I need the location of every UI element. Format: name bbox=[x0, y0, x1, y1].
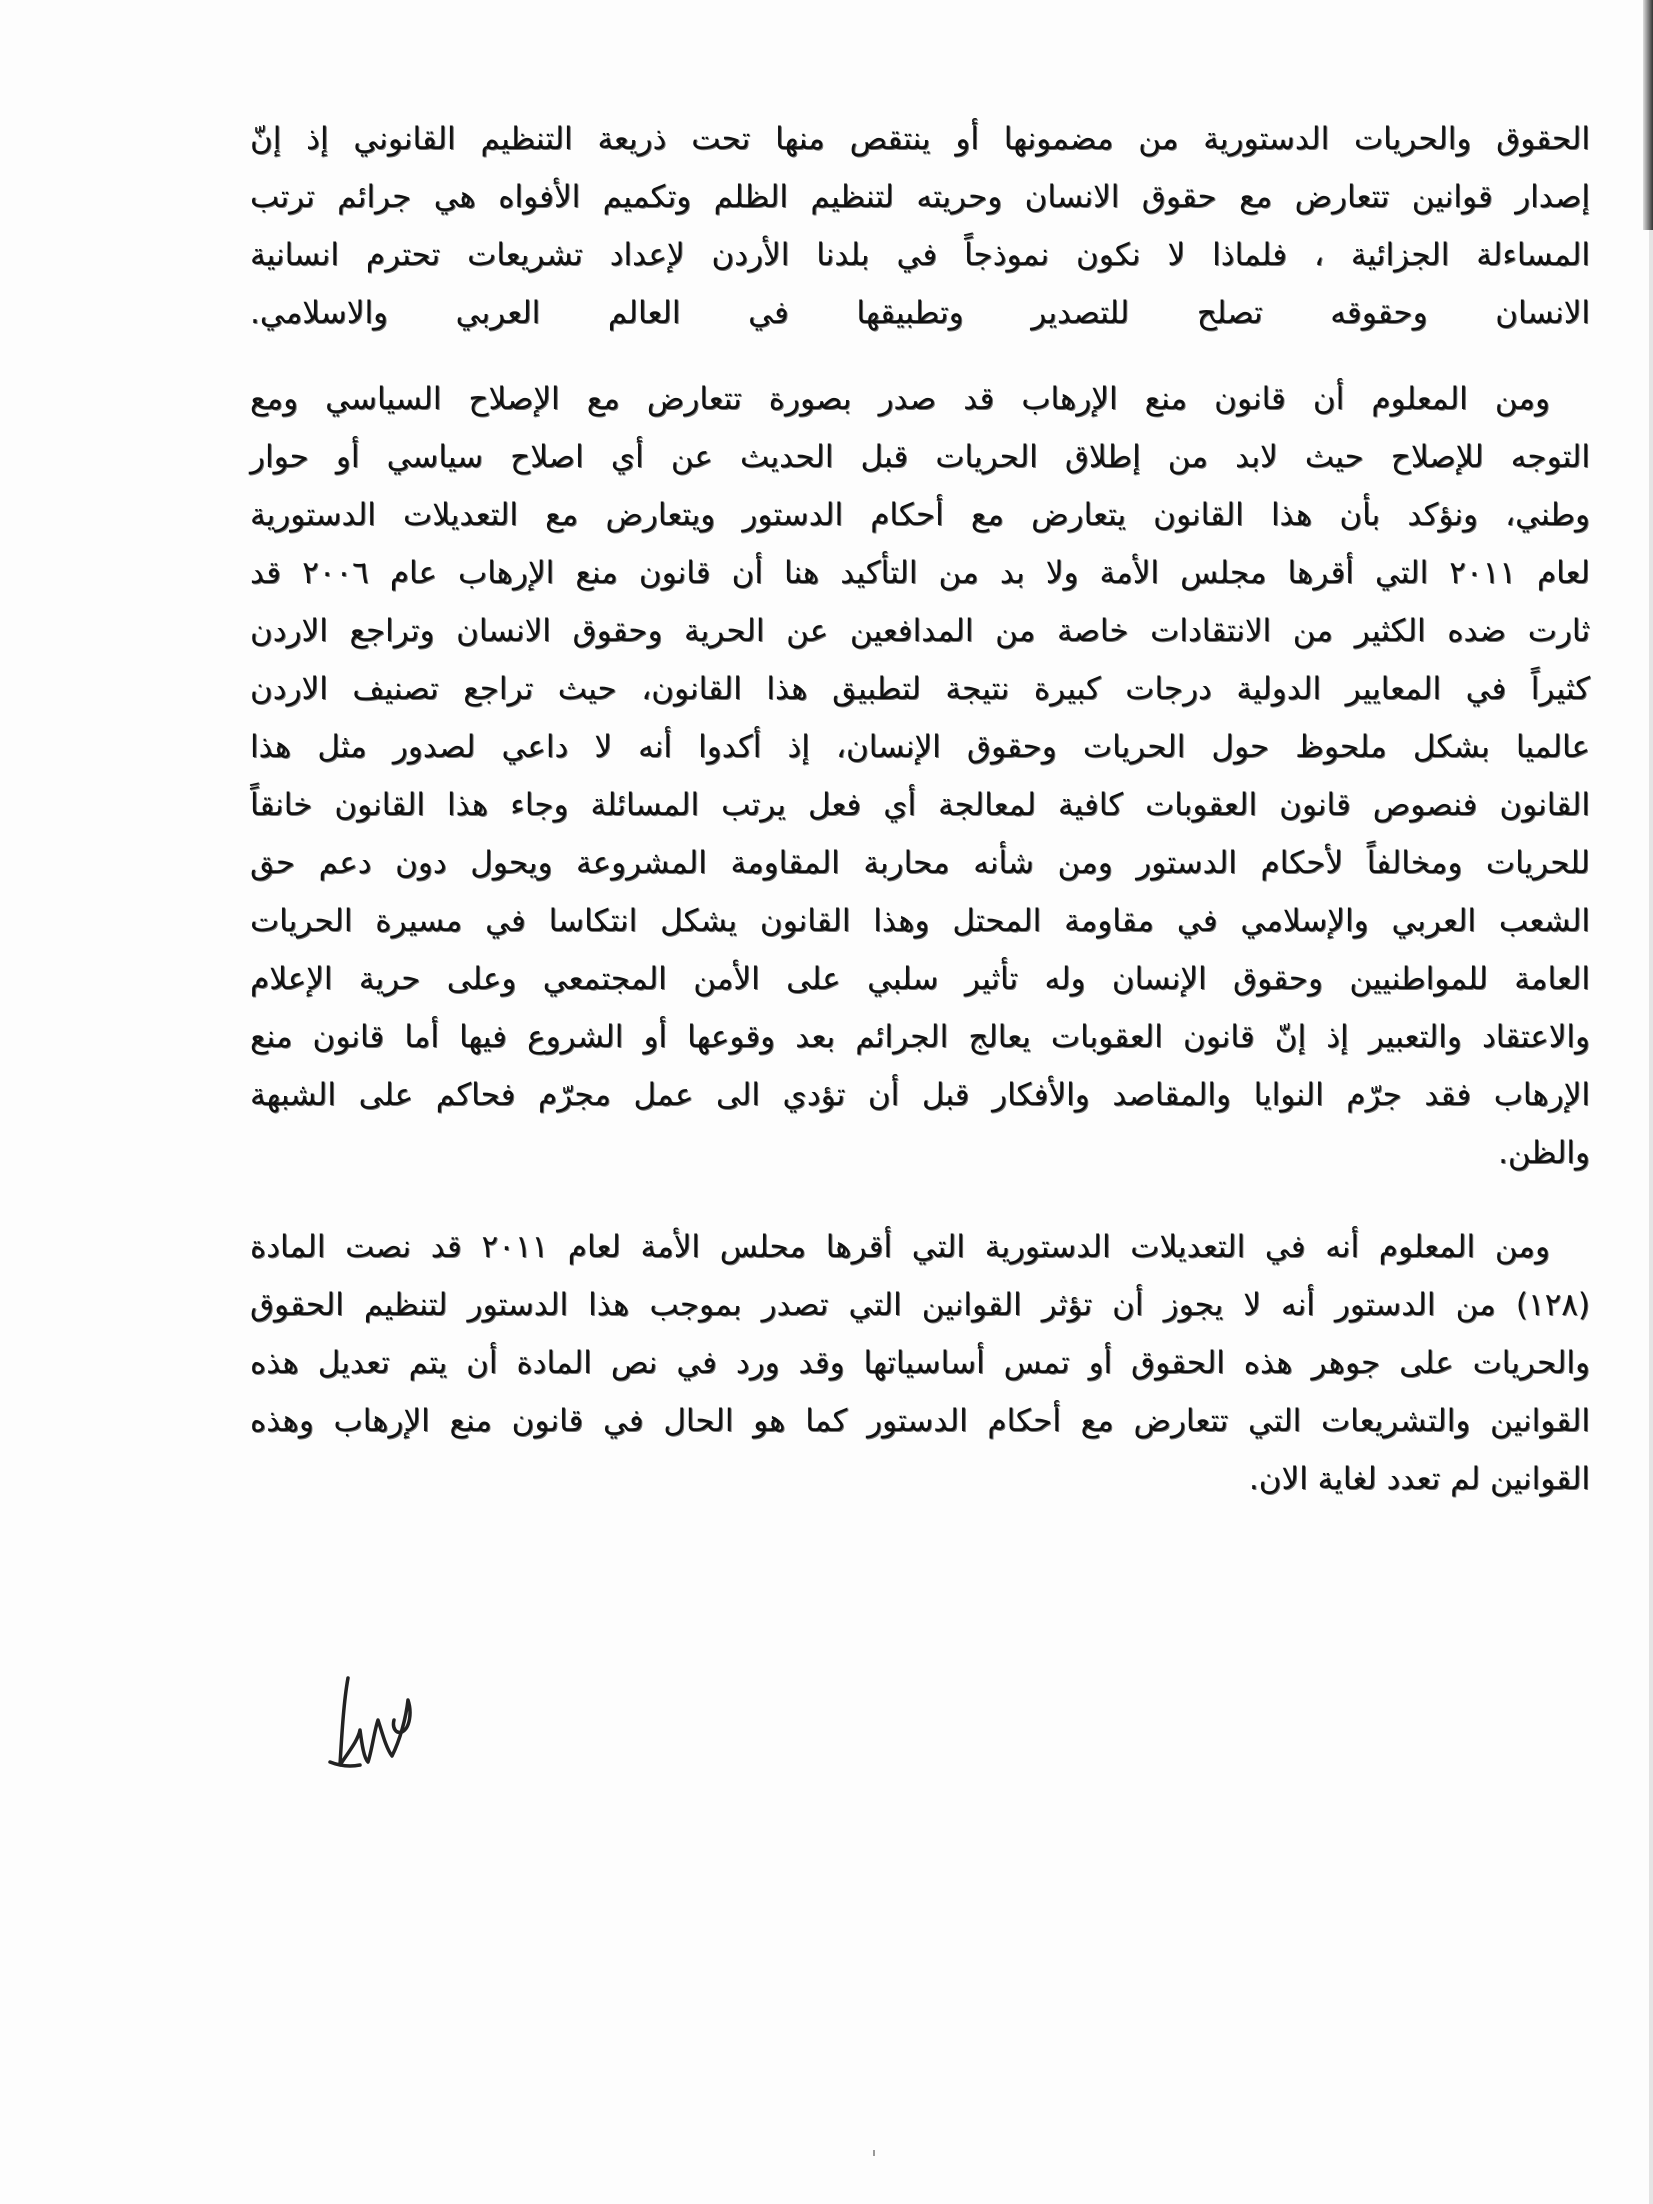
text-line: ثارت ضده الكثير من الانتقادات خاصة من المدافعين عن الحرية وحقوق الانسان وتراجع الاردن bbox=[250, 613, 1590, 649]
text-line: عالميا بشكل ملحوظ حول الحريات وحقوق الإنسان، إذ أكدوا أنه لا داعي لصدور مثل هذا bbox=[250, 729, 1590, 765]
text-line: الشعب العربي والإسلامي في مقاومة المحتل وهذا القانون يشكل انتكاسا في مسيرة الحريات bbox=[250, 903, 1590, 939]
scan-speck bbox=[873, 2150, 875, 2156]
text-line: الانسان وحقوقه تصلح للتصدير وتطبيقها في العالم العربي والاسلامي. bbox=[250, 295, 1590, 331]
paragraph-1 bbox=[250, 110, 1590, 342]
text-line: كثيراً في المعايير الدولية درجات كبيرة نتيجة لتطبيق هذا القانون، حيث تراجع تصنيف الاردن bbox=[250, 671, 1590, 707]
text-line: (١٢٨) من الدستور أنه لا يجوز أن تؤثر القوانين التي تصدر بموجب هذا الدستور لتنظيم الحقوق bbox=[250, 1287, 1590, 1323]
text-line: ومن المعلوم أن قانون منع الإرهاب قد صدر بصورة تتعارض مع الإصلاح السياسي ومع bbox=[250, 381, 1550, 417]
text-line: والظن. bbox=[1498, 1135, 1590, 1171]
text-line: العامة للمواطنيين وحقوق الإنسان وله تأثير سلبي على الأمن المجتمعي وعلى حرية الإعلام bbox=[250, 961, 1590, 997]
text-line: لعام ٢٠١١ التي أقرها مجلس الأمة ولا بد من التأكيد هنا أن قانون منع الإرهاب عام ٢٠٠٦ قد bbox=[250, 555, 1590, 591]
text-line: القوانين والتشريعات التي تتعارض مع أحكام الدستور كما هو الحال في قانون منع الإرهاب وهذه bbox=[250, 1403, 1590, 1439]
scan-edge-shadow bbox=[1643, 0, 1653, 230]
text-line: المساءلة الجزائية ، فلماذا لا نكون نموذجاً في بلدنا الأردن لإعداد تشريعات تحترم انسانية bbox=[250, 237, 1590, 273]
text-line: إصدار قوانين تتعارض مع حقوق الانسان وحريته لتنظيم الظلم وتكميم الأفواه هي جرائم ترتب bbox=[250, 179, 1590, 215]
scan-edge bbox=[1649, 230, 1653, 2204]
paragraph-3 bbox=[250, 1218, 1590, 1508]
text-line: وطني، ونؤكد بأن هذا القانون يتعارض مع أحكام الدستور ويتعارض مع التعديلات الدستورية bbox=[250, 497, 1590, 533]
text-line: القانون فنصوص قانون العقوبات كافية لمعالجة أي فعل يرتب المسائلة وجاء هذا القانون خانقاً bbox=[250, 787, 1590, 823]
text-line: القوانين لم تعدد لغاية الان. bbox=[1248, 1461, 1590, 1497]
signature bbox=[320, 1670, 430, 1780]
paragraph-2 bbox=[250, 370, 1590, 1182]
text-line: الإرهاب فقد جرّم النوايا والمقاصد والأفكار قبل أن تؤدي الى عمل مجرّم فحاكم على الشبهة bbox=[250, 1077, 1590, 1113]
text-line: للحريات ومخالفاً لأحكام الدستور ومن شأنه محاربة المقاومة المشروعة ويحول دون دعم حق bbox=[250, 845, 1590, 881]
text-line: التوجه للإصلاح حيث لابد من إطلاق الحريات قبل الحديث عن أي اصلاح سياسي أو حوار bbox=[250, 439, 1590, 475]
text-line: والحريات على جوهر هذه الحقوق أو تمس أساسياتها وقد ورد في نص المادة أن يتم تعديل هذه bbox=[250, 1345, 1590, 1381]
text-line: والاعتقاد والتعبير إذ إنّ قانون العقوبات يعالج الجرائم بعد وقوعها أو الشروع فيها أما قانون منع bbox=[250, 1019, 1590, 1055]
text-line: ومن المعلوم أنه في التعديلات الدستورية التي أقرها محلس الأمة لعام ٢٠١١ قد نصت المادة bbox=[250, 1229, 1550, 1265]
text-line: الحقوق والحريات الدستورية من مضمونها أو ينتقص منها تحت ذريعة التنظيم القانوني إذ إنّ bbox=[250, 121, 1590, 157]
